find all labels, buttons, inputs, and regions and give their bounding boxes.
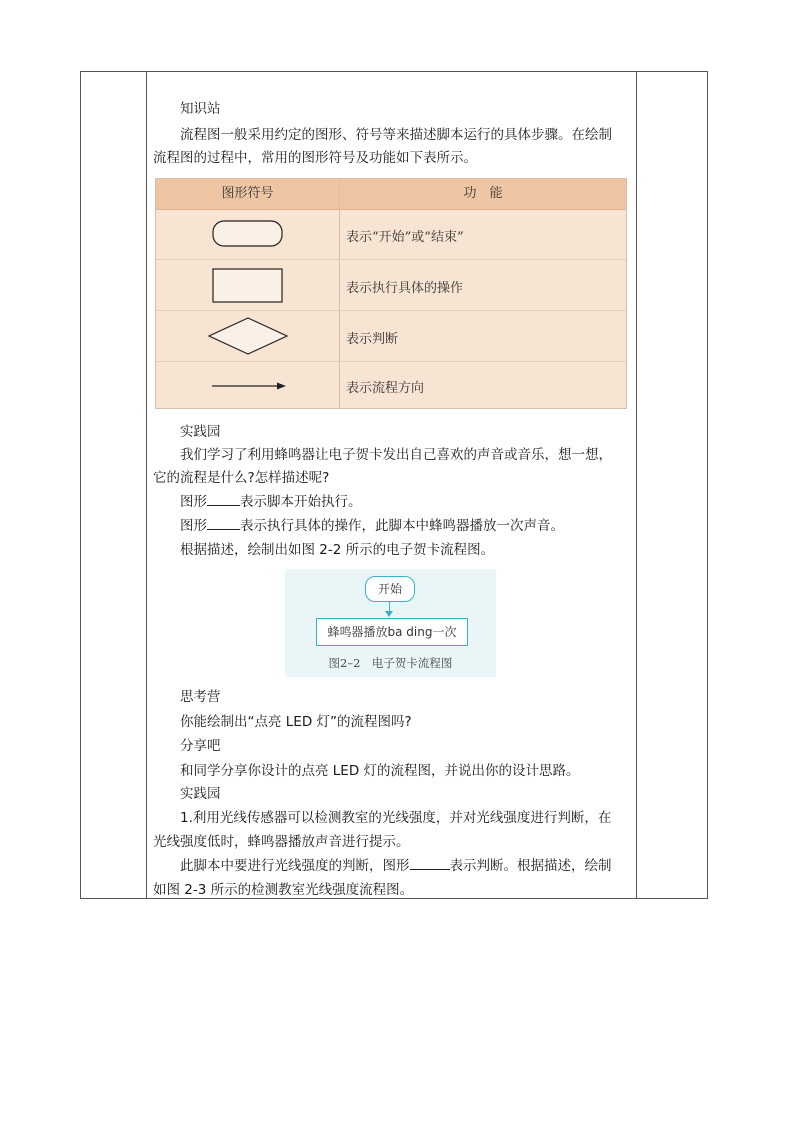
practice2-line4: 如图 2-3 所示的检测教室光线强度流程图。 xyxy=(153,882,414,898)
symbol-row-terminal xyxy=(156,210,626,260)
fill2-suffix: 表示执行具体的操作，此脚本中蜂鸣器播放一次声音。 xyxy=(240,518,564,534)
flow-start-node: 开始 xyxy=(365,576,415,602)
practice2-line2: 光线强度低时，蜂鸣器播放声音进行提示。 xyxy=(153,834,410,850)
practice2-line1: 1.利用光线传感器可以检测教室的光线强度，并对光线强度进行判断，在 xyxy=(180,810,612,826)
column-divider-right xyxy=(636,72,637,898)
symbol-desc-flowline: 表示流程方向 xyxy=(346,381,425,396)
practice1-line2: 它的流程是什么?怎样描述呢? xyxy=(153,470,330,486)
practice1-heading: 实践园 xyxy=(180,424,221,440)
symbol-desc-process: 表示执行具体的操作 xyxy=(346,281,464,296)
think-question: 你能绘制出“点亮 LED 灯”的流程图吗? xyxy=(180,714,412,730)
fill-blank-2[interactable] xyxy=(207,517,240,530)
practice1-fill2 xyxy=(146,516,628,536)
fill-blank-3[interactable] xyxy=(410,857,450,870)
rectangle-icon xyxy=(212,268,284,304)
header-symbol: 图形符号 xyxy=(221,186,274,201)
share-heading: 分享吧 xyxy=(180,738,221,754)
symbol-row-flowline xyxy=(156,362,626,409)
share-text: 和同学分享你设计的点亮 LED 灯的流程图，并说出你的设计思路。 xyxy=(180,763,580,779)
flow-arrowhead-icon xyxy=(385,611,393,617)
practice1-line3: 根据描述，绘制出如图 2-2 所示的电子贺卡流程图。 xyxy=(180,542,495,558)
flow-process-node: 蜂鸣器播放ba ding一次 xyxy=(316,618,468,646)
symbol-desc-decision: 表示判断 xyxy=(346,332,399,347)
fill1-suffix: 表示脚本开始执行。 xyxy=(240,494,362,510)
knowledge-heading: 知识站 xyxy=(180,101,221,117)
symbol-row-process xyxy=(156,260,626,311)
practice1-fill1 xyxy=(146,492,628,512)
knowledge-paragraph-line2: 流程图的过程中，常用的图形符号及功能如下表所示。 xyxy=(153,150,477,166)
header-function: 功 能 xyxy=(463,186,503,201)
symbol-desc-terminal: 表示“开始”或“结束” xyxy=(346,230,464,245)
symbol-table-header xyxy=(156,179,626,210)
fill-blank-1[interactable] xyxy=(207,493,240,506)
symbol-row-decision xyxy=(156,311,626,362)
practice2-line3-suffix: 表示判断。根据描述，绘制 xyxy=(449,858,612,874)
practice2-heading: 实践园 xyxy=(180,786,221,802)
greeting-card-flowchart-figure xyxy=(285,569,496,677)
knowledge-paragraph-line1: 流程图一般采用约定的图形、符号等来描述脚本运行的具体步骤。在绘制 xyxy=(180,127,612,143)
arrow-icon xyxy=(211,381,287,391)
fill2-prefix: 图形 xyxy=(180,518,207,534)
diamond-icon xyxy=(207,316,289,356)
think-heading: 思考营 xyxy=(180,689,221,705)
practice2-line3 xyxy=(146,856,628,876)
figure-caption: 图2–2 电子贺卡流程图 xyxy=(328,656,453,670)
practice2-line3-prefix: 此脚本中要进行光线强度的判断，图形 xyxy=(180,858,410,874)
practice1-line1: 我们学习了利用蜂鸣器让电子贺卡发出自己喜欢的声音或音乐，想一想， xyxy=(180,447,612,463)
fill1-prefix: 图形 xyxy=(180,494,207,510)
rounded-rectangle-icon xyxy=(212,220,284,248)
flowchart-symbol-table xyxy=(155,178,627,409)
